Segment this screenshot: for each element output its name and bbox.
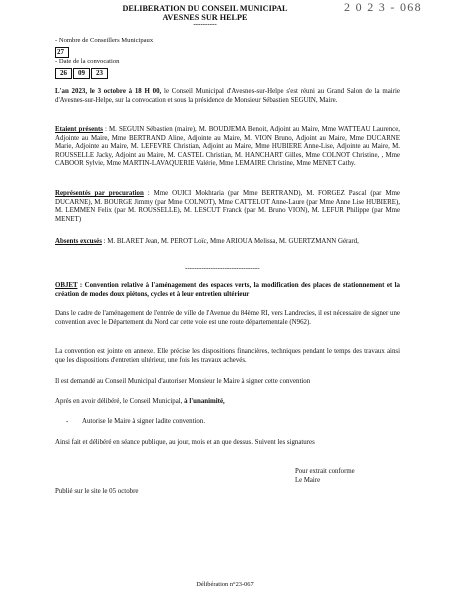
intro-paragraph [55, 88, 400, 105]
presents-label: Etaient présents [55, 126, 103, 133]
convocation-month-box: 09 [73, 68, 90, 79]
absents-text: : M. BLARET Jean, M. PEROT Loïc, Mme ARIOUA Melissa, M. GUERTZMANN Gérard, [101, 238, 359, 245]
bullet-dash: - [66, 418, 69, 425]
page-footer: Délibération n°23-067 [196, 581, 254, 588]
proxies-label: Représentés par procuration [55, 190, 144, 197]
body-paragraph-3: Il est demandé au Conseil Municipal d'autoriser Monsieur le Maire à signer cette convention [55, 378, 311, 385]
deliberation-reference: 2 0 2 3 - 068 [344, 0, 422, 14]
presents-text: : M. SEGUIN Sébastien (maire), M. BOUDJEMA Benoit, Adjoint au Maire, Mme WATTEAU Laurence, Adjointe au Maire, Mme BERTRAND Aline, Adjointe au Maire, M. VION Bruno, Adjoint au Maire, Mme DUCARNE Marie, Adjointe au Maire, M. LEFEVRE Christian, Adjoint au Maire, Mme HUBIERE Anne-Lise, Adjointe au Maire, M. ROUSSELLE Jacky, Adjoint au Maire, M. CASTEL Christian, M. HANCHART Gilles, Mme COLNOT Christine, , Mme CABOOR Sylvie, Mme MARTIN-LAVAQUERIE Valérie, Mme LEMAIRE Christine, Mme MENET Cathy. [55, 126, 401, 167]
objet-label: OBJET [55, 282, 78, 289]
body-paragraph-1: Dans le cadre de l'aménagement de l'entrée de ville de l'Avenue du 84ème RI, vers Landrecies, il est nécessaire de signer une convention avec le Département du Nord car cette voie est une route départementale (N962). [55, 310, 400, 326]
intro-text: le Conseil Municipal d'Avesnes-sur-Helpe s'est réuni au Grand Salon de la mairie d'Avesnes-sur-Helpe, sur la convocation et sous la présidence de Monsieur Sébastien SEGUIN, Maire. [55, 88, 400, 104]
body-paragraph-2: La convention est jointe en annexe. Elle précise les dispositions financières, techniques pendant le temps des travaux ainsi que les dispositions d'entretien ultérieur, une fois les travaux achevés. [55, 348, 400, 364]
absents-paragraph [55, 238, 400, 247]
body-paragraph-4 [55, 398, 400, 407]
proxies-text: : Mme OUICI Mokhtaria (par Mme BERTRAND), M. FORGEZ Pascal (par Mme DUCARNE), M. BOURGE Jimmy (par Mme COLNOT), Mme CATTELOT Anne-Laure (par Mme Anne Lise HUBIERE), M. LEMMEN Felix (par M. ROUSSELLE), M. LESCUT Franck (par M. Bruno VION), M. LEFUR Philippe (par Mme MENET) [55, 190, 400, 223]
convocation-day-box: 26 [55, 68, 72, 79]
objet-text: : Convention relative à l'aménagement des espaces verts, la modification des places de stationnement et la création de modes doux piétons, cycles et à leur entretien ultérieur [55, 282, 400, 298]
members-label: - Nombre de Conseillers Municipaux [55, 37, 154, 44]
deliberation-text: Après en avoir délibéré, le Conseil Municipal, [55, 398, 185, 405]
members-count-box: 27 [55, 47, 69, 58]
convocation-date-label: - Date de la convocation [55, 58, 120, 65]
signature-line-2: Le Maire [295, 477, 321, 484]
title-line-2: AVESNES SUR HELPE [162, 13, 248, 22]
objet-paragraph [55, 282, 400, 299]
signature-line-1: Pour extrait conforme [295, 468, 355, 475]
publication-notice: Publié sur le site le 05 octobre [55, 488, 139, 495]
presents-paragraph [55, 126, 400, 169]
title-underline: ---------- [193, 20, 217, 28]
proxies-paragraph [55, 190, 400, 224]
body-paragraph-5: Ainsi fait et délibéré en séance publique, au jour, mois et an que dessus. Suivent les signatures [55, 439, 315, 446]
unanimity-text: à l'unanimité, [184, 398, 225, 405]
convocation-year-box: 23 [91, 68, 108, 79]
section-separator: -------------------------------- [185, 264, 260, 272]
bullet-item: Autorise le Maire à signer ladite convention. [82, 418, 206, 425]
absents-label: Absents excusés [55, 238, 102, 245]
title-line-1: DELIBERATION DU CONSEIL MUNICIPAL [122, 4, 288, 13]
intro-date: L'an 2023, le 3 octobre à 18 H 00, [55, 88, 162, 95]
